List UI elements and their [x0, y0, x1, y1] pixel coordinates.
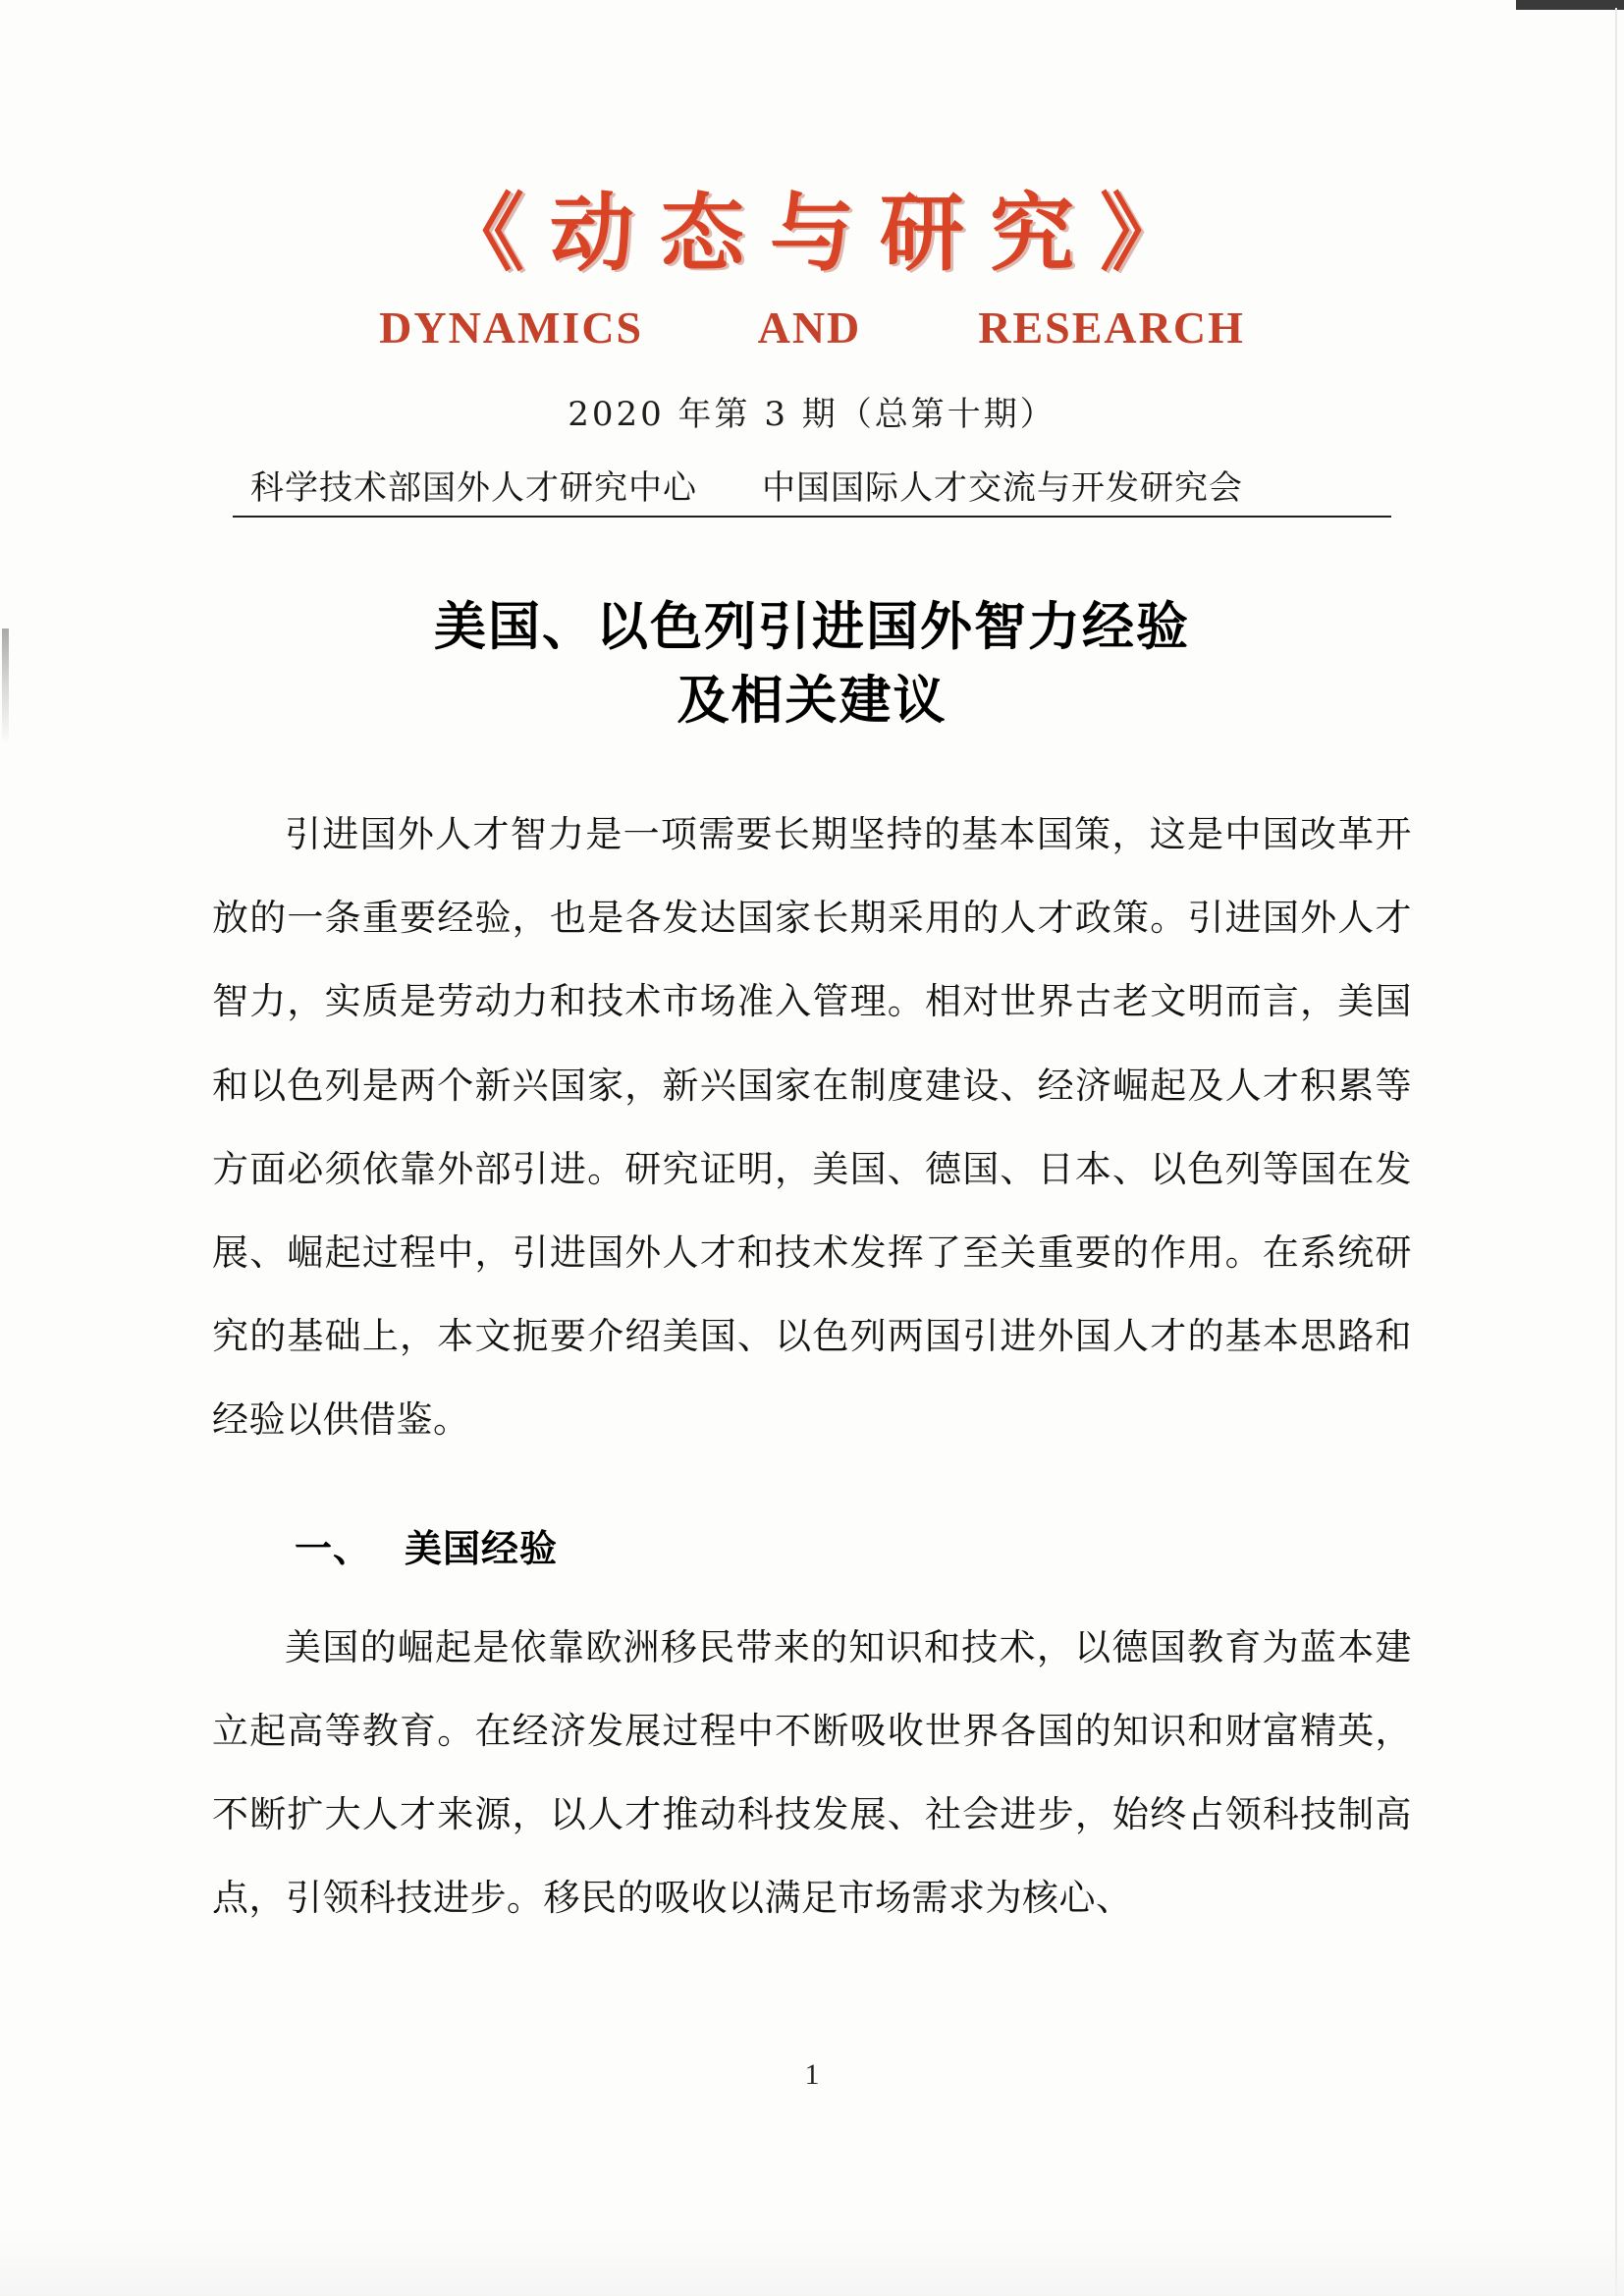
section-heading-1: [212, 1518, 1412, 1572]
publisher-org-left: 科学技术部国外人才研究中心: [250, 467, 697, 508]
scan-artifact-bottom-shade: [0, 2227, 1624, 2296]
masthead-en-word-and: AND: [757, 301, 862, 353]
masthead-en-word-research: RESEARCH: [978, 301, 1245, 353]
article-body: [204, 793, 1420, 1940]
section-title-1: 美国经验: [405, 1526, 559, 1570]
article-title-line-1: 美国、以色列引进国外智力经验: [434, 596, 1190, 657]
article-title: [0, 590, 1624, 738]
page-number: 1: [804, 2058, 820, 2091]
section-number-1: 一、: [295, 1526, 372, 1570]
masthead-title-cn: 《动态与研究》: [440, 185, 1210, 283]
publisher-organizations: [233, 461, 1391, 518]
abstract-paragraph: 引进国外人才智力是一项需要长期坚持的基本国策，这是中国改革开放的一条重要经验，也是各发达国家长期采用的人才政策。引进国外人才智力，实质是劳动力和技术市场准入管理。相对世界古老文明而言，美国和以色列是两个新兴国家，新兴国家在制度建设、经济崛起及人才积累等方面必须依靠外部引进。研究证明，美国、德国、日本、以色列等国在发展、崛起过程中，引进国外人才和技术发挥了至关重要的作用。在系统研究的基础上，本文扼要介绍美国、以色列两国引进外国人才的基本思路和经验以供借鉴。: [212, 813, 1412, 1441]
issue-line: 2020 年第 3 期（总第十期）: [568, 394, 1056, 434]
article-title-line-2: 及相关建议: [677, 670, 947, 731]
publisher-org-right: 中国国际人才交流与开发研究会: [762, 467, 1243, 508]
masthead-en-word-dynamics: DYNAMICS: [379, 301, 644, 353]
masthead-title-en: [0, 301, 1624, 354]
section-1-paragraph: 美国的崛起是依靠欧洲移民带来的知识和技术，以德国教育为蓝本建立起高等教育。在经济发展过程中不断吸收世界各国的知识和财富精英，不断扩大人才来源，以人才推动科技发展、社会进步，始终占领科技制高点，引领科技进步。移民的吸收以满足市场需求为核心、: [212, 1625, 1412, 1920]
